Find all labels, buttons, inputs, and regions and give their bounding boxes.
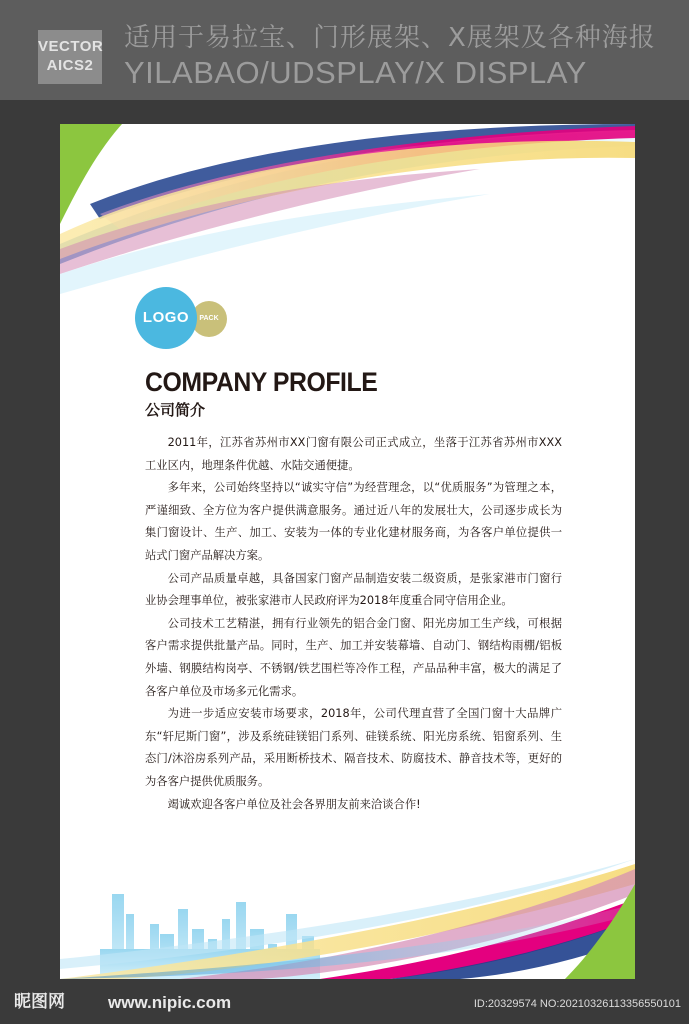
banner-title-cn: 适用于易拉宝、门形展架、X展架及各种海报: [124, 23, 656, 53]
vector-badge: [38, 30, 102, 84]
profile-body: [145, 432, 562, 816]
image-id: ID:20329574 NO:20210326113356550101: [473, 998, 681, 1010]
banner-title-en: YILABAO/UDSPLAY/X DISPLAY: [124, 55, 587, 90]
paragraph: 2011年，江苏省苏州市XX门窗有限公司正式成立，坐落于江苏省苏州市XXX工业区内，地理条件优越、水陆交通便捷。: [145, 436, 562, 472]
paragraph: 为进一步适应安装市场要求，2018年，公司代理直营了全国门窗十大品牌广东“轩尼斯门窗”，涉及系统硅镁铝门系列、硅镁系统、阳光房系统、铝窗系列、生态门/沐浴房系列产品，采用断桥技术、隔音技术、防腐技术、静音技术等，更好的为各客户提供优质服务。: [145, 707, 562, 788]
site-name: 昵图网: [14, 992, 65, 1012]
badge-line2: AICS2: [46, 57, 94, 74]
logo-small-text: PACK: [199, 315, 219, 322]
logo-text: LOGO: [142, 309, 190, 326]
paragraph: 竭诚欢迎各客户单位及社会各界朋友前来洽谈合作!: [167, 797, 421, 811]
profile-subtitle: 公司简介: [145, 401, 206, 419]
badge-line1: VECTOR: [38, 38, 104, 55]
company-logo: [135, 287, 227, 349]
poster: [60, 124, 635, 979]
profile-title: COMPANY PROFILE: [145, 367, 378, 397]
site-url[interactable]: www.nipic.com: [108, 993, 232, 1012]
paragraph: 公司技术工艺精湛，拥有行业领先的铝合金门窗、阳光房加工生产线，可根据客户需求提供批量产品。同时，生产、加工并安装幕墙、自动门、钢结构雨棚/铝板外墙、钢膜结构岗亭、不锈钢/铁艺围栏等冷作工程，产品品种丰富，极大的满足了各客户单位及市场多元化需求。: [145, 616, 562, 698]
paragraph: 多年来，公司始终坚持以“诚实守信”为经营理念，以“优质服务”为管理之本，严谨细致、全方位为客户提供满意服务。通过近八年的发展壮大，公司逐步成长为集门窗设计、生产、加工、安装为一体的专业化建材服务商，为各客户单位提供一站式门窗产品解决方案。: [145, 481, 562, 562]
top-banner: [0, 0, 689, 100]
paragraph: 公司产品质量卓越，具备国家门窗产品制造安装二级资质，是张家港市门窗行业协会理事单位，被张家港市人民政府评为2018年度重合同守信用企业。: [145, 571, 562, 608]
